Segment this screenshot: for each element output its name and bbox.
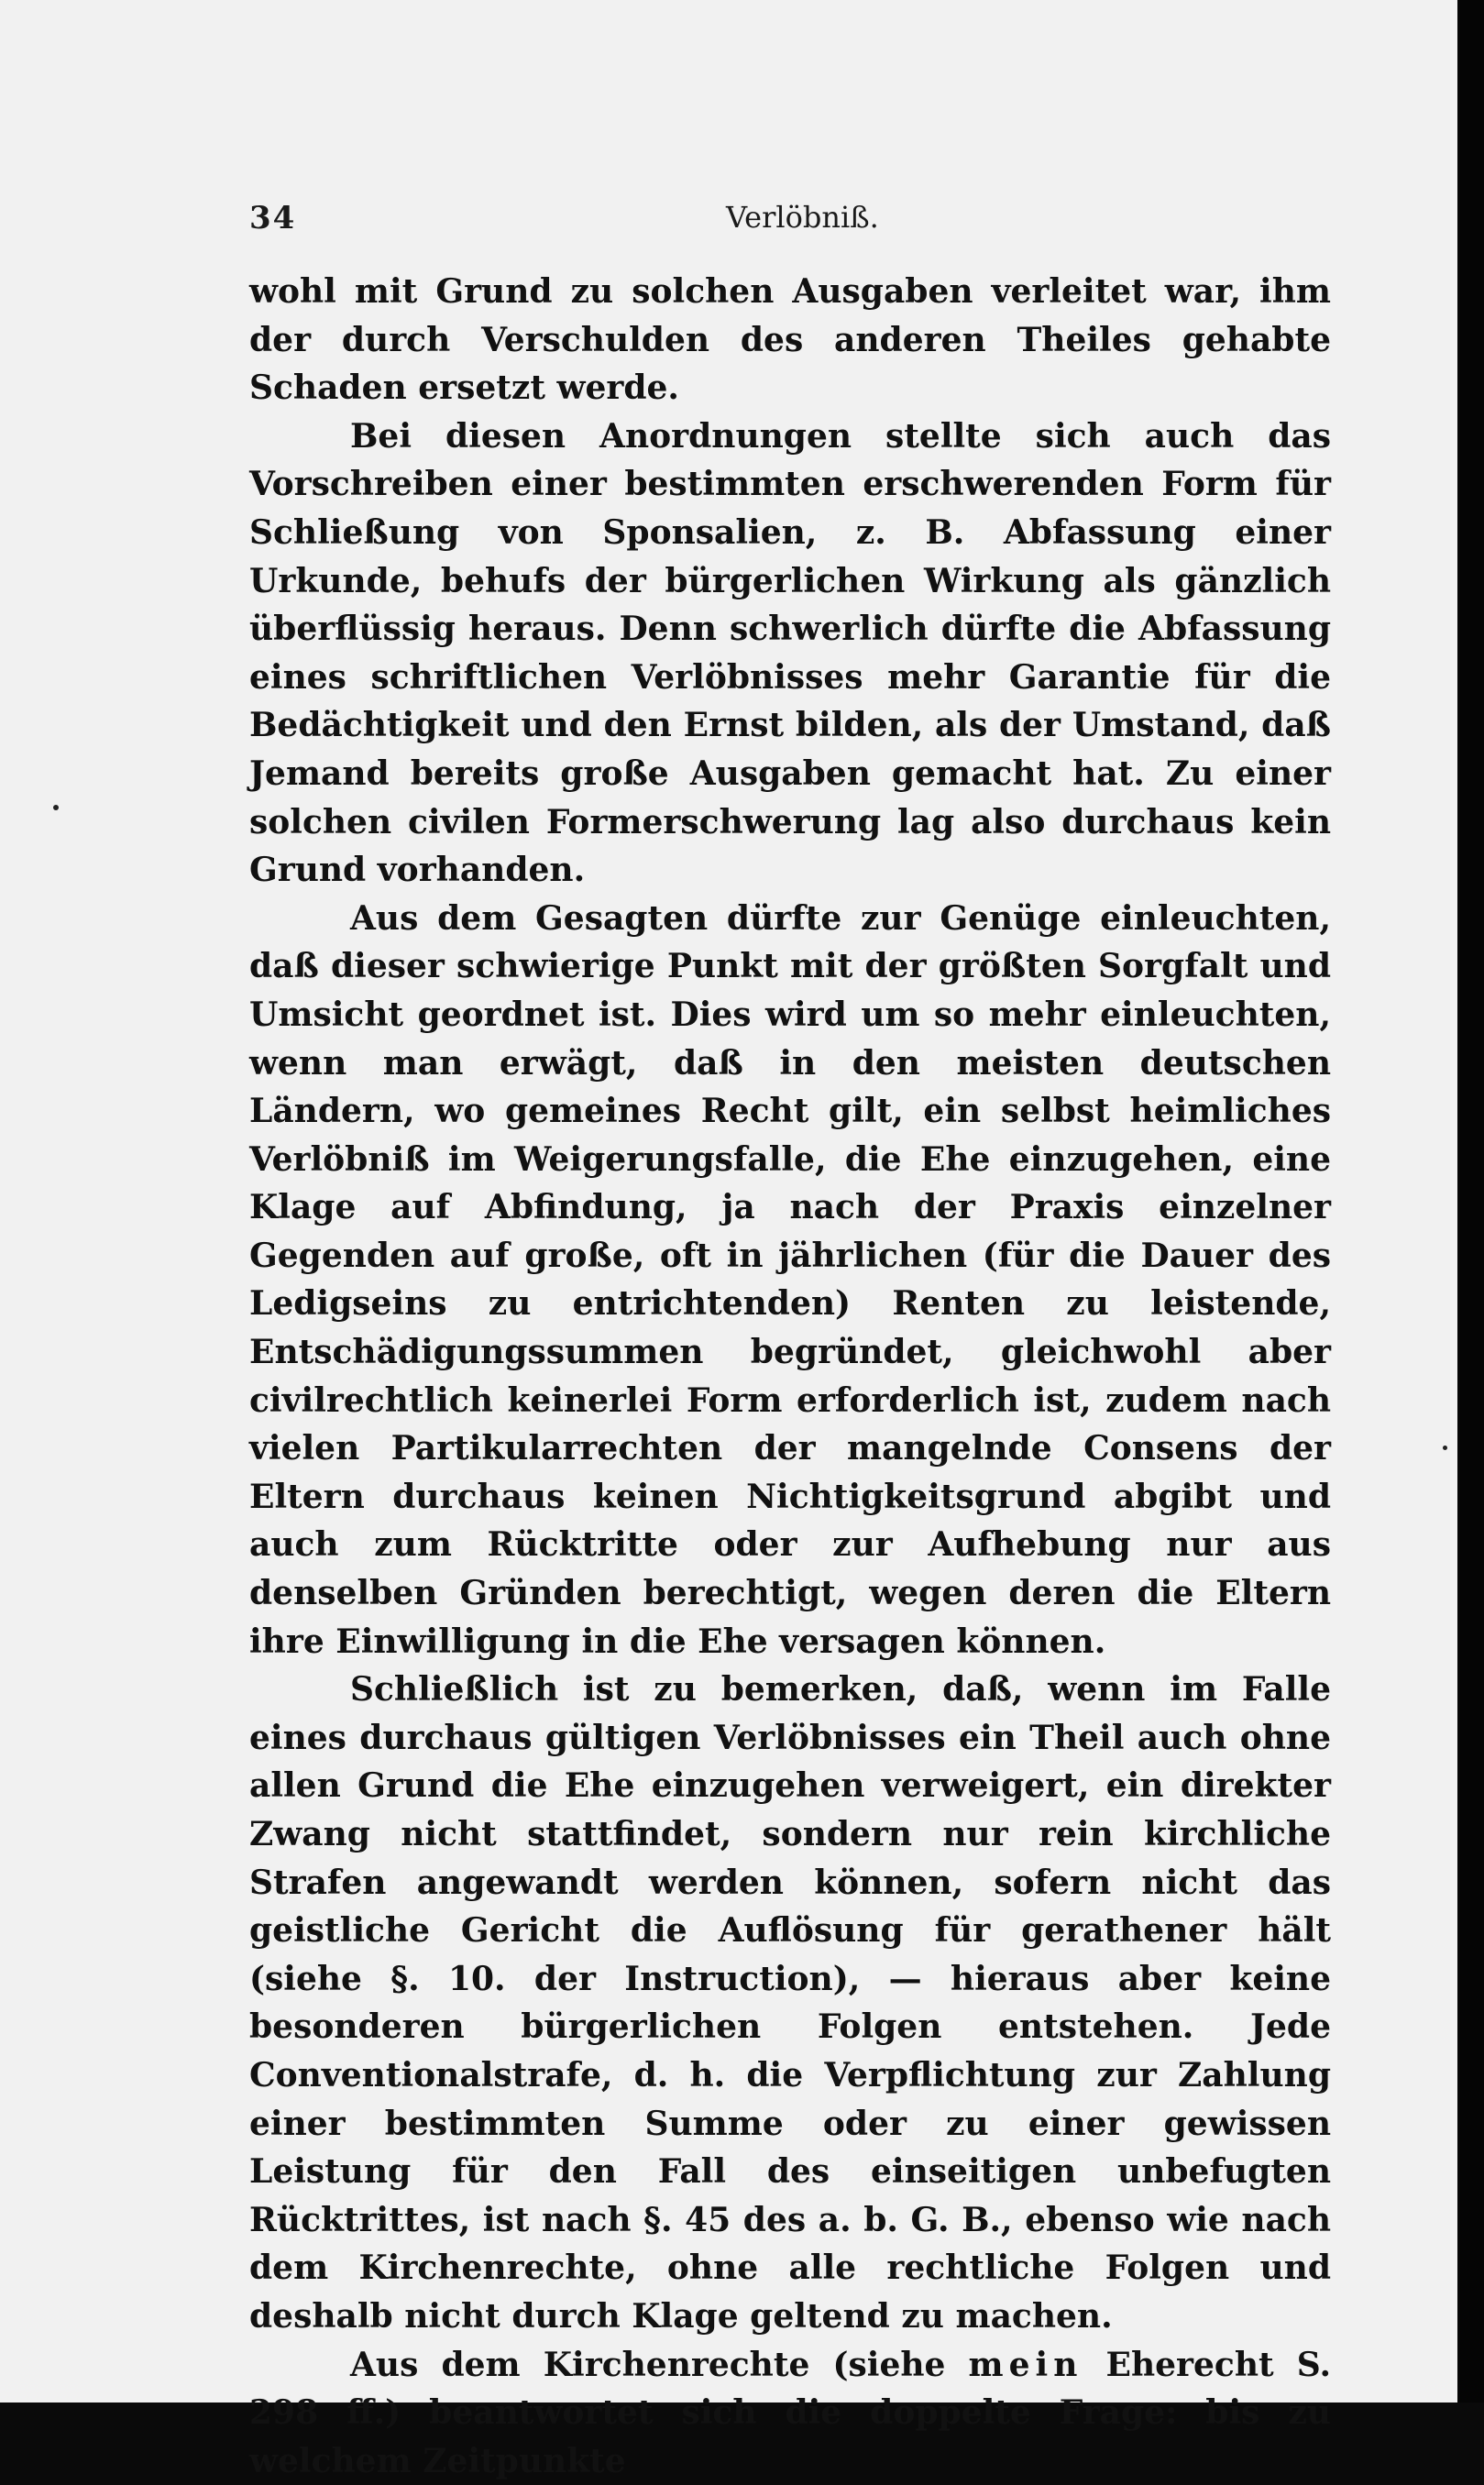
paragraph-4: Schließlich ist zu bemerken, daß, wenn im Falle eines durchaus gültigen Verlöbnisses ein Theil auch ohne allen Grund die Ehe einzugehen verweigert, ein direkter Zwang nicht stattfindet, sondern nur rein kirchliche Strafen angewandt werden können, sofern nicht das geistliche Gericht die Auflösung für gerathener hält (siehe §. 10. der Instruction), — hieraus aber keine besonderen bürgerlichen Folgen entstehen. Jede Conventionalstrafe, d. h. die Verpflichtung zur Zahlung einer bestimmten Summe oder zu einer gewissen Leistung für den Fall des einseitigen unbefugten Rücktrittes, ist nach §. 45 des a. b. G. B., ebenso wie nach dem Kirchenrechte, ohne alle rechtliche Folgen und deshalb nicht durch Klage geltend zu machen. bbox=[249, 1670, 1331, 2336]
body-text bbox=[249, 268, 1331, 2485]
paragraph-5-text-after: Eherecht S. 298 ff.) beantwortet sich die doppelte Frage: bis zu welchem Zeitpunkte bbox=[249, 2345, 1331, 2480]
page-header bbox=[249, 200, 1331, 246]
scan-speck bbox=[1443, 1446, 1447, 1450]
running-head: Verlöbniß. bbox=[726, 200, 879, 235]
paragraph-1: wohl mit Grund zu solchen Ausgaben verleitet war, ihm der durch Verschulden des anderen Theiles gehabte Schaden ersetzt werde. bbox=[249, 272, 1331, 408]
page-number: 34 bbox=[249, 200, 297, 236]
paragraph-3: Aus dem Gesagten dürfte zur Genüge einleuchten, daß dieser schwierige Punkt mit der größten Sorgfalt und Umsicht geordnet ist. Dies wird um so mehr einleuchten, wenn man erwägt, daß in den meisten deutschen Ländern, wo gemeines Recht gilt, ein selbst heimliches Verlöbniß im Weigerungsfalle, die Ehe einzugehen, eine Klage auf Abfindung, ja nach der Praxis einzelner Gegenden auf große, oft in jährlichen (für die Dauer des Ledigseins zu entrichtenden) Renten zu leistende, Entschädigungssummen begründet, gleichwohl aber civilrechtlich keinerlei Form erforderlich ist, zudem nach vielen Partikularrechten der mangelnde Consens der Eltern durchaus keinen Nichtigkeitsgrund abgibt und auch zum Rücktritte oder zur Aufhebung nur aus denselben Gründen berechtigt, wegen deren die Eltern ihre Einwilligung in die Ehe versagen können. bbox=[249, 898, 1331, 1661]
scan-dark-edge bbox=[1457, 0, 1484, 2403]
paragraph-5-text-before: Aus dem Kirchenrechte (siehe bbox=[350, 2345, 969, 2384]
paragraph-2: Bei diesen Anordnungen stellte sich auch das Vorschreiben einer bestimmten erschwerenden Form für Schließung von Sponsalien, z. B. Abfassung einer Urkunde, behufs der bürgerlichen Wirkung als gänzlich überflüssig heraus. Denn schwerlich dürfte die Abfassung eines schriftlichen Verlöbnisses mehr Garantie für die Bedächtigkeit und den Ernst bilden, als der Umstand, daß Jemand bereits große Ausgaben gemacht hat. Zu einer solchen civilen Formerschwerung lag also durchaus kein Grund vorhanden. bbox=[249, 416, 1331, 890]
paragraph-5 bbox=[249, 2341, 1331, 2485]
scan-speck bbox=[53, 805, 59, 810]
paragraph-5-spaced-word: mein bbox=[968, 2345, 1083, 2384]
